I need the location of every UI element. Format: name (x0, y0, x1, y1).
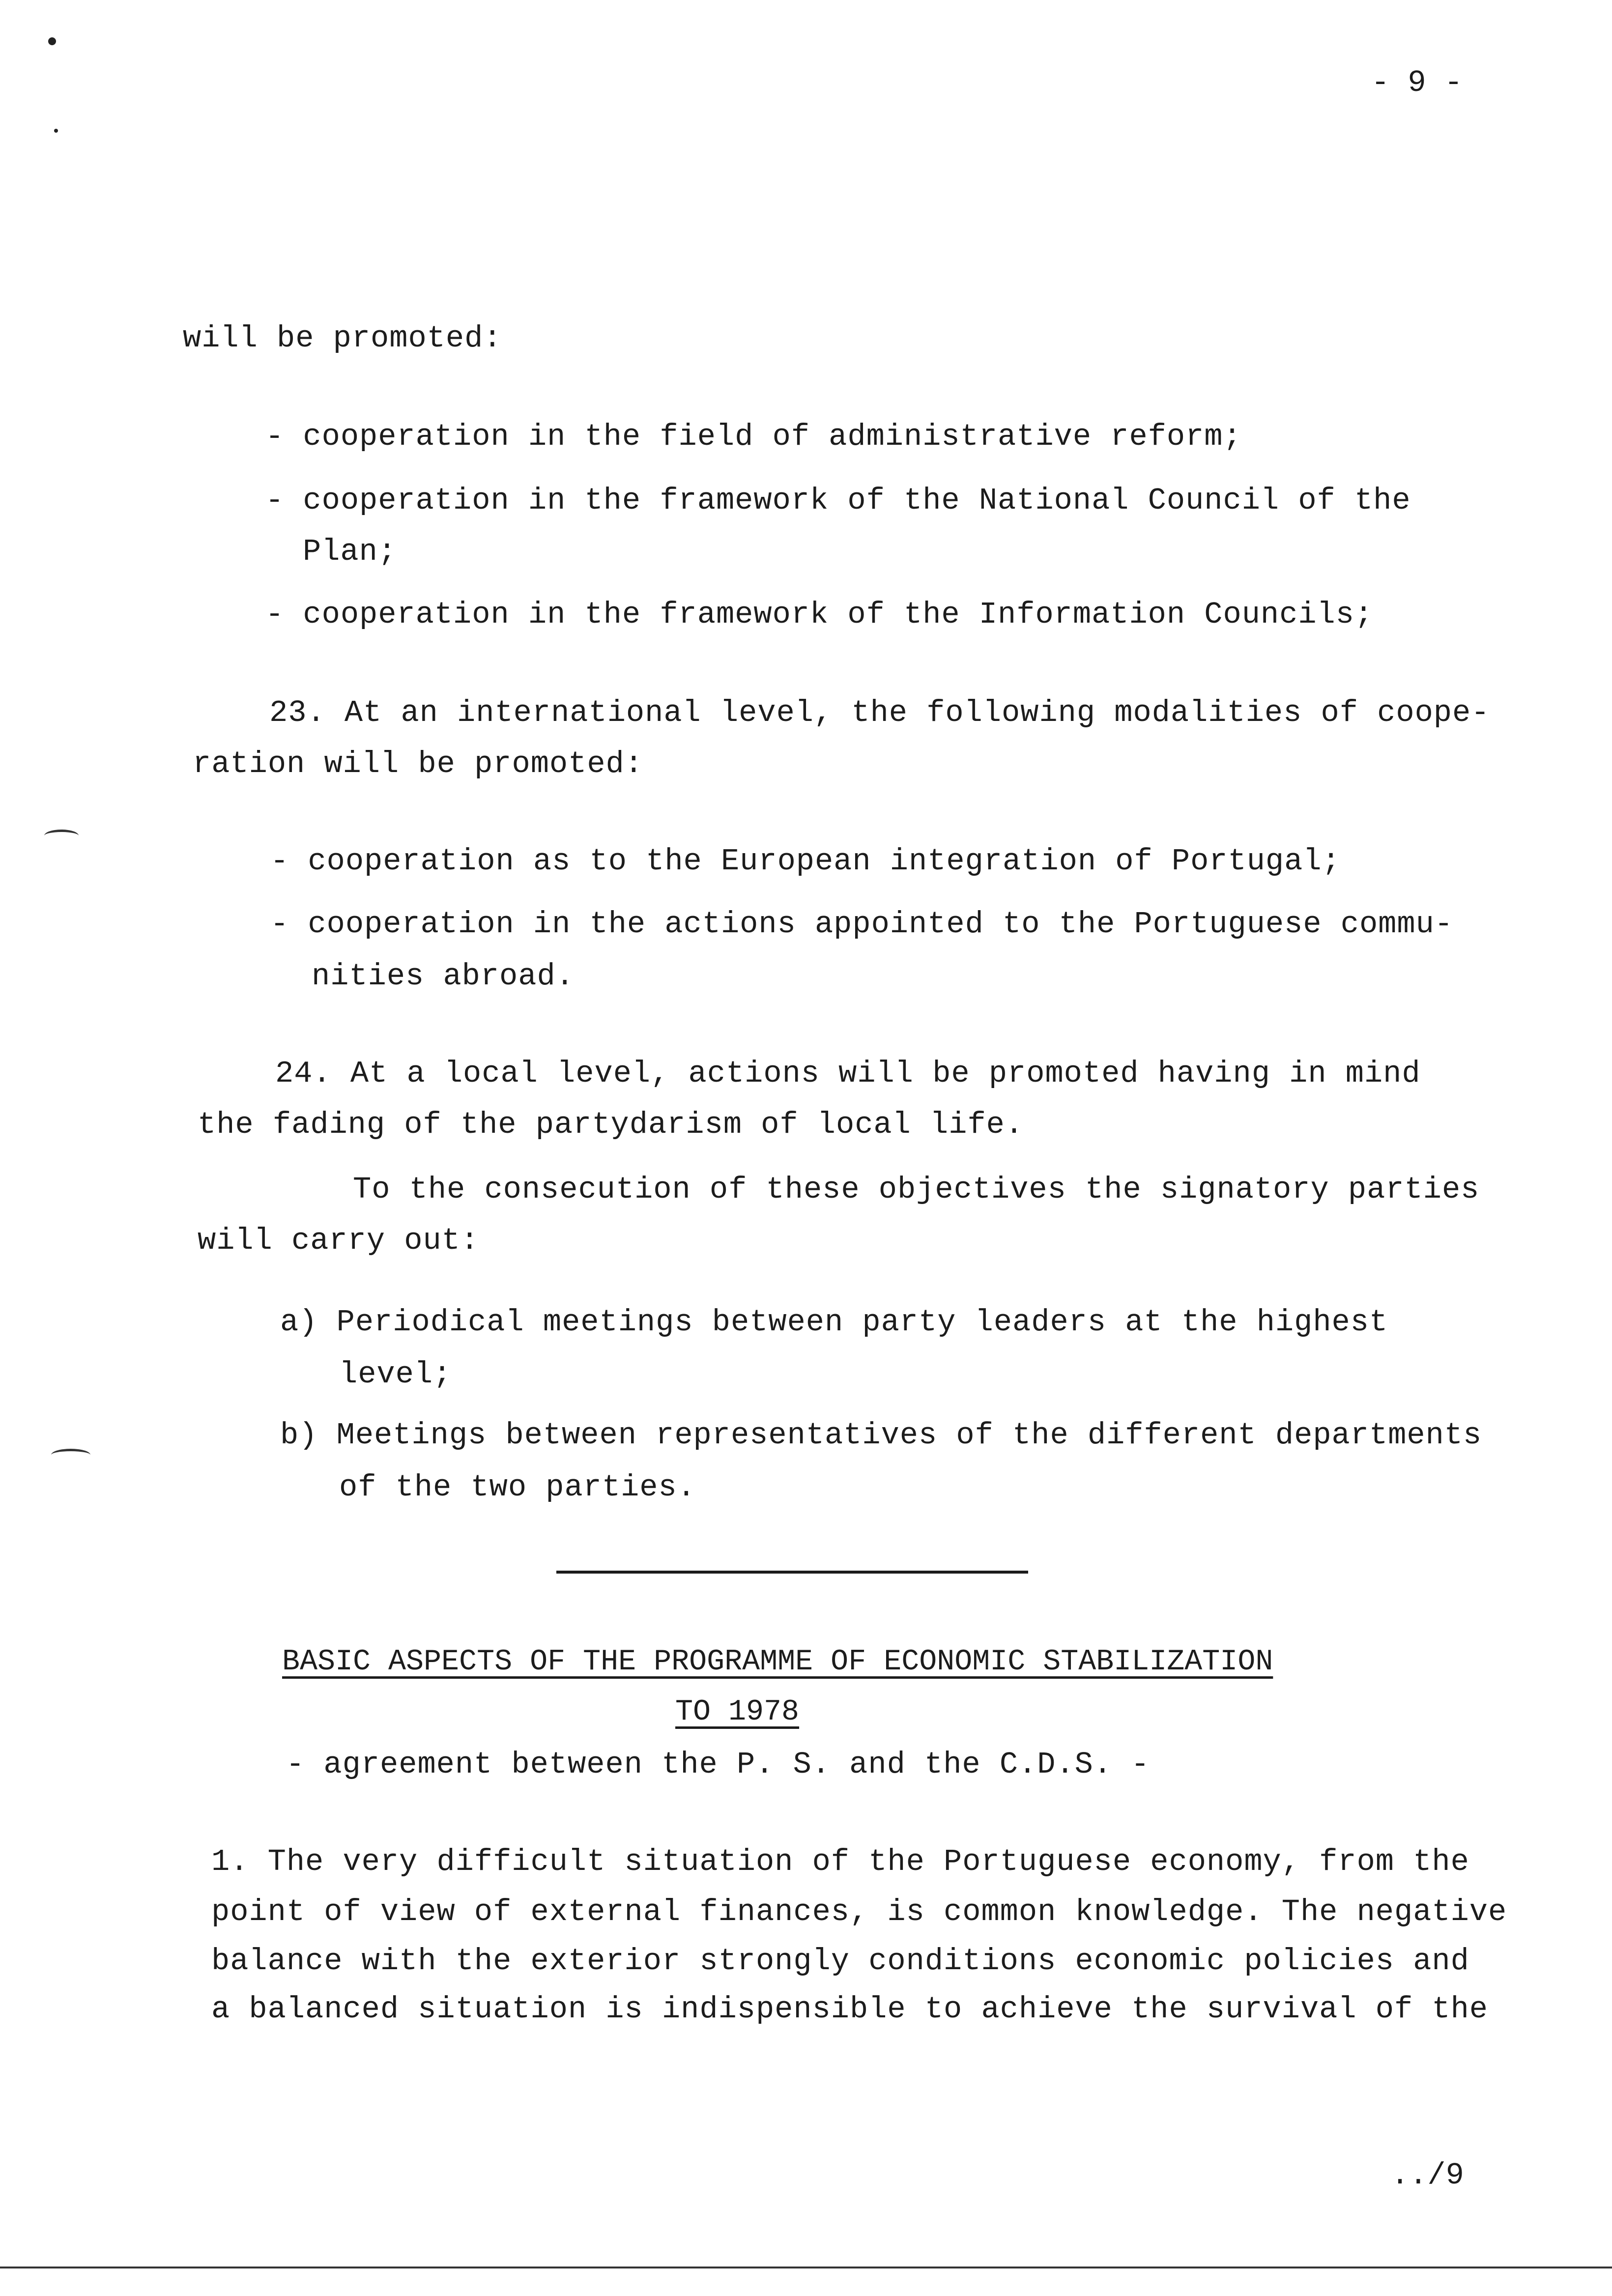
consecution-line: To the consecution of these objectives the signatory parties (353, 1172, 1480, 1207)
consecution-line: will carry out: (198, 1223, 480, 1258)
paragraph-1-line: 1. The very difficult situation of the Portuguese economy, from the (211, 1844, 1469, 1879)
list-item: - cooperation in the framework of the National Council of the (265, 483, 1411, 518)
margin-mark (44, 830, 79, 842)
list-item-continuation: Plan; (303, 534, 397, 569)
paragraph-24-line: the fading of the partydarism of local life. (198, 1107, 1024, 1142)
paragraph-1-line: balance with the exterior strongly conditions economic policies and (211, 1944, 1469, 1979)
paragraph-1-line: a balanced situation is indispensible to achieve the survival of the (211, 1992, 1489, 2027)
paragraph-24-line: 24. At a local level, actions will be promoted having in mind (275, 1056, 1421, 1091)
continuation-marker: ../9 (1391, 2158, 1464, 2193)
paragraph-23-line: 23. At an international level, the following modalities of coope- (269, 695, 1490, 730)
section-divider (556, 1571, 1028, 1574)
action-item: a) Periodical meetings between party leaders at the highest (280, 1305, 1388, 1340)
list-item-continuation: nities abroad. (312, 959, 575, 994)
list-item: - cooperation in the field of administrative reform; (265, 419, 1242, 454)
list-item: - cooperation in the actions appointed to the Portuguese commu- (270, 907, 1453, 942)
bottom-rule (0, 2267, 1612, 2268)
action-item-continuation: of the two parties. (339, 1470, 696, 1505)
section-title: BASIC ASPECTS OF THE PROGRAMME OF ECONOMIC STABILIZATION (282, 1645, 1273, 1679)
action-item-continuation: level; (339, 1357, 452, 1392)
intro-line: will be promoted: (183, 321, 502, 356)
action-item: b) Meetings between representatives of the different departments (280, 1418, 1482, 1453)
section-subtitle: - agreement between the P. S. and the C.D.S. - (286, 1747, 1150, 1782)
scan-speck (48, 37, 56, 45)
paragraph-23-line: ration will be promoted: (193, 746, 643, 781)
paragraph-1-line: point of view of external finances, is common knowledge. The negative (211, 1894, 1507, 1929)
scan-speck (54, 129, 58, 133)
margin-mark (51, 1449, 90, 1461)
page-number: - 9 - (1371, 65, 1463, 100)
list-item: - cooperation in the framework of the Information Councils; (265, 597, 1374, 632)
section-title-continued: TO 1978 (675, 1695, 800, 1729)
list-item: - cooperation as to the European integration of Portugal; (270, 844, 1341, 879)
